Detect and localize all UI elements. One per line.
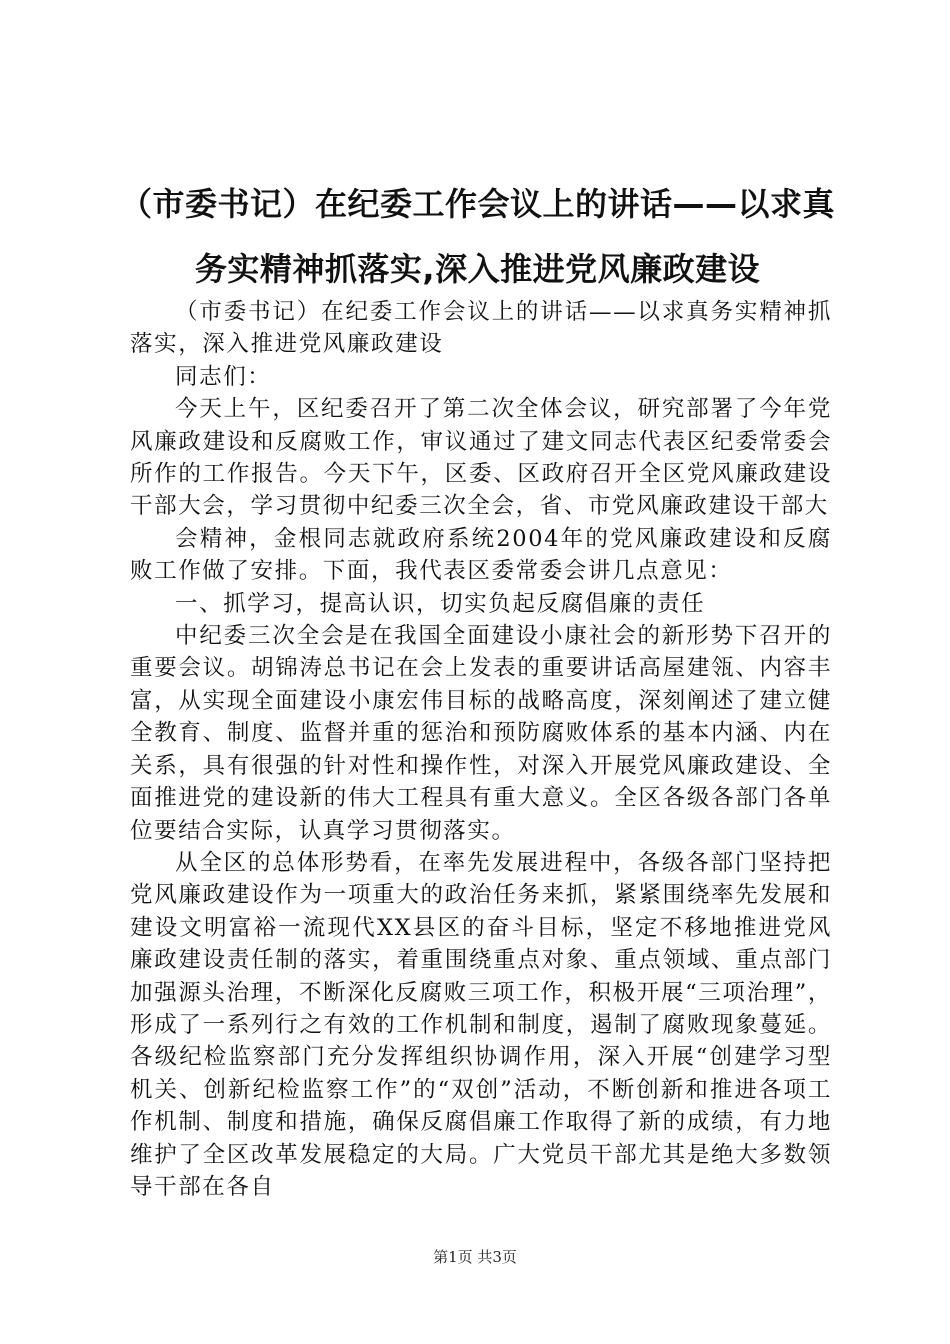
paragraph-salutation: 同志们： bbox=[175, 363, 272, 390]
paragraph: 今天上午，区纪委召开了第二次全体会议，研究部署了今年党风廉政建设和反腐败工作，审议通过了建文同志代表区纪委常委会所作的工作报告。今天下午，区委、区政府召开全区党风廉政建设干部大会，学习贯彻中纪委三次全会，省、市党风廉政建设干部大 bbox=[130, 396, 832, 520]
paragraph: 中纪委三次全会是在我国全面建设小康社会的新形势下召开的重要会议。胡锦涛总书记在会上发表的重要讲话高屋建瓴、内容丰富，从实现全面建设小康宏伟目标的战略高度，深刻阐述了建立健全教育、制度、监督并重的惩治和预防腐败体系的基本内涵、内在关系，具有很强的针对性和操作性，对深入开展党风廉政建设、全面推进党的建设新的伟大工程具有重大意义。全区各级各部门各单位要结合实际，认真学习贯彻落实。 bbox=[130, 623, 832, 844]
section-heading: 一、抓学习，提高认识，切实负起反腐倡廉的责任 bbox=[175, 590, 706, 617]
paragraph-heading-repeat: （市委书记）在纪委工作会议上的讲话——以求真务实精神抓落实，深入推进党风廉政建设 bbox=[130, 299, 832, 358]
paragraph: 从全区的总体形势看，在率先发展进程中，各级各部门坚持把党风廉政建设作为一项重大的政治任务来抓，紧紧围绕率先发展和建设文明富裕一流现代XX县区的奋斗目标，坚定不移地推进党风廉政建设责任制的落实，着重围绕重点对象、重点领域、重点部门加强源头治理，不断深化反腐败三项工作，积极开展“三项治理”，形成了一系列行之有效的工作机制和制度，遏制了腐败现象蔓延。各级纪检监察部门充分发挥组织协调作用，深入开展“创建学习型机关、创新纪检监察工作”的“双创”活动，不断创新和推进各项工作机制、制度和措施，确保反腐倡廉工作取得了新的成绩，有力地维护了全区改革发展稳定的大局。广大党员干部尤其是绝大多数领导干部在各自 bbox=[130, 849, 832, 1200]
paragraph: 会精神，金根同志就政府系统2004年的党风廉政建设和反腐败工作做了安排。下面，我代表区委常委会讲几点意见： bbox=[130, 525, 832, 585]
document-title: （市委书记）在纪委工作会议上的讲话——以求真务实精神抓落实,深入推进党风廉政建设 bbox=[120, 185, 836, 288]
page-number-footer: 第1页 共3页 bbox=[433, 1248, 517, 1266]
document-body bbox=[130, 296, 832, 1203]
